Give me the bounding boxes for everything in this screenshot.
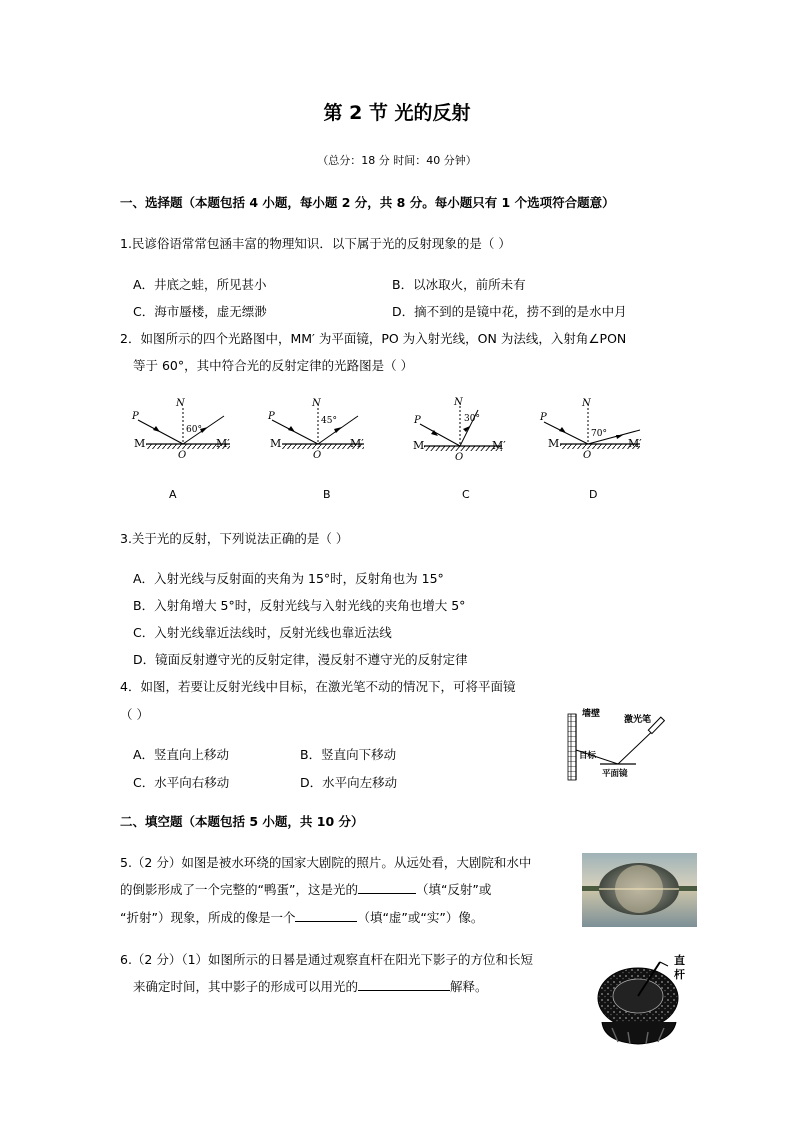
diagram-b-m-label: M (270, 437, 282, 450)
diagram-d (539, 398, 642, 461)
diagram-a-m-label: M (134, 437, 146, 450)
question-5-line3-start: “折射”）现象，所成的像是一个 (120, 910, 296, 925)
diagram-d-p-label: P (540, 412, 547, 423)
question-6-line2 (133, 977, 488, 995)
sundial-figure (594, 950, 696, 1050)
sundial-label-line1: 直 (674, 954, 685, 967)
question-5-line2 (120, 880, 491, 898)
question-2-stem-line1: 2．如图所示的四个光路图中，MM′ 为平面镜，PO 为入射光线，ON 为法线，入射角∠PON (120, 331, 627, 346)
question-5-line3-end: （填“虚”或“实”）像。 (357, 910, 484, 925)
question-4-option-b: B．竖直向下移动 (300, 747, 397, 762)
diagram-d-n-label: N (582, 398, 591, 409)
question-3-option-d: D．镜面反射遵守光的反射定律，漫反射不遵守光的反射定律 (133, 652, 468, 667)
diagram-label-d: D (589, 488, 598, 501)
question-5-line2-end: （填“反射”或 (415, 882, 492, 897)
question-3-option-b: B．入射角增大 5°时，反射光线与入射光线的夹角也增大 5° (133, 598, 466, 613)
diagram-d-angle-label: 70° (591, 429, 607, 439)
diagram-b-p-label: P (268, 411, 275, 422)
diagram-a (131, 398, 230, 461)
question-3-option-c: C．入射光线靠近法线时，反射光线也靠近法线 (133, 625, 392, 640)
diagram-d-m2-label: M′ (628, 437, 642, 450)
q4-mirror-label: 平面镜 (602, 769, 628, 779)
question-4-option-a: A．竖直向上移动 (133, 747, 230, 762)
question-5-line2-start: 的倒影形成了一个完整的“鸭蛋”，这是光的 (120, 882, 358, 897)
score-time-info: （总分：18 分 时间：40 分钟） (317, 154, 477, 167)
diagram-a-m2-label: M′ (216, 437, 230, 450)
question-2-ray-diagrams (120, 392, 660, 467)
diagram-a-n-label: N (176, 398, 185, 409)
q4-target-label: 目标 (579, 751, 597, 761)
diagram-a-o-label: O (178, 450, 187, 461)
question-6-line2-start: 来确定时间，其中影子的形成可以用光的 (133, 979, 359, 994)
question-1-option-d: D．摘不到的是镜中花，捞不到的是水中月 (392, 304, 627, 319)
question-6-line1: 6.（2 分）（1）如图所示的日晷是通过观察直杆在阳光下影子的方位和长短 (120, 952, 534, 967)
diagram-b (267, 398, 364, 461)
diagram-c-m2-label: M′ (492, 439, 506, 452)
question-4-stem: 4．如图，若要让反射光线中目标，在激光笔不动的情况下，可将平面镜 (120, 679, 516, 694)
diagram-b-angle-label: 45° (321, 416, 337, 426)
question-4-option-c: C．水平向右移动 (133, 775, 230, 790)
diagram-c-p-label: P (414, 415, 421, 426)
question-1-option-a: A．井底之蛙，所见甚小 (133, 277, 267, 292)
question-5-blank-1[interactable] (358, 881, 416, 894)
question-4-paren: （ ） (120, 707, 149, 722)
question-3-option-a: A．入射光线与反射面的夹角为 15°时，反射角也为 15° (133, 571, 444, 586)
diagram-a-p-label: P (132, 411, 139, 422)
question-5-line3 (120, 908, 483, 926)
diagram-label-b: B (323, 488, 331, 501)
diagram-d-o-label: O (583, 450, 592, 461)
question-3-stem: 3.关于光的反射，下列说法正确的是（ ） (120, 531, 349, 546)
question-1-stem: 1.民谚俗语常常包涵丰富的物理知识．以下属于光的反射现象的是（ ） (120, 236, 511, 251)
question-5-blank-2[interactable] (295, 909, 357, 922)
diagram-b-m2-label: M′ (350, 437, 364, 450)
diagram-b-n-label: N (312, 398, 321, 409)
section-fill-heading: 二、填空题（本题包括 5 小题，共 10 分） (120, 814, 364, 829)
question-4-option-d: D．水平向左移动 (300, 775, 398, 790)
q4-wall-label: 墙壁 (582, 709, 601, 719)
sundial-label-line2: 杆 (674, 968, 685, 981)
national-theater-photo (582, 853, 697, 927)
question-1-option-c: C．海市蜃楼，虚无缥渺 (133, 304, 267, 319)
question-6-line2-end: 解释。 (450, 979, 488, 994)
diagram-label-a: A (169, 488, 177, 501)
q4-laser-label: 激光笔 (624, 715, 652, 725)
question-6-blank-1[interactable] (358, 978, 450, 991)
diagram-c (413, 397, 506, 463)
question-5-line1: 5.（2 分）如图是被水环绕的国家大剧院的照片。从远处看，大剧院和水中 (120, 855, 532, 870)
diagram-b-o-label: O (313, 450, 322, 461)
question-4-laser-figure (562, 706, 682, 784)
diagram-c-m-label: M (413, 439, 425, 452)
section-choice-heading: 一、选择题（本题包括 4 小题，每小题 2 分，共 8 分。每小题只有 1 个选项符合题意） (120, 195, 615, 210)
diagram-d-m-label: M (548, 437, 560, 450)
question-2-stem-line2: 等于 60°，其中符合光的反射定律的光路图是（ ） (133, 358, 414, 373)
diagram-label-c: C (462, 488, 470, 501)
diagram-a-angle-label: 60° (186, 425, 202, 435)
diagram-c-n-label: N (454, 397, 463, 408)
diagram-c-o-label: O (455, 452, 464, 463)
page-title: 第 2 节 光的反射 (323, 102, 471, 124)
diagram-c-angle-label: 30° (464, 414, 480, 424)
question-1-option-b: B．以冰取火，前所未有 (392, 277, 526, 292)
